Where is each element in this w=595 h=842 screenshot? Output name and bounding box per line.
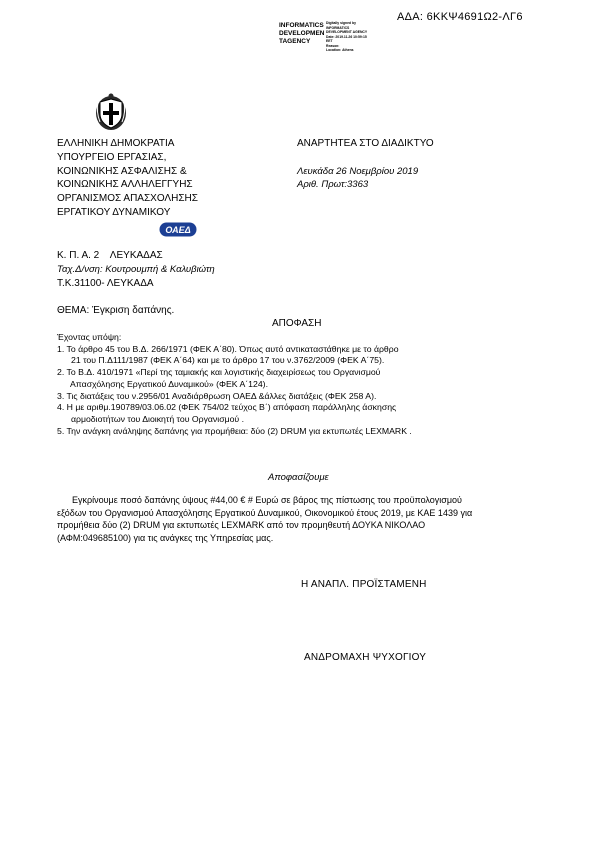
- posting-notice: ΑΝΑΡΤΗΤΕΑ ΣΤΟ ΔΙΑΔΙΚΤΥΟ: [297, 138, 434, 149]
- consideration-line: 3. Τις διατάξεις του ν.2956/01 Αναδιάρθρωση ΟΑΕΔ &άλλες διατάξεις (ΦΕΚ 258 Α).: [57, 390, 377, 401]
- issuer-block: [57, 137, 198, 220]
- consideration-line: 4. Η με αριθμ.190789/03.06.02 (ΦΕΚ 754/02 τεύχος Β΄) απόφαση παράλληλης άσκησης: [57, 402, 397, 413]
- consideration-line: 2. Το Β.Δ. 410/1971 «Περί της ταμιακής και λογιστικής διαχειρίσεως του Οργανισμού: [57, 367, 381, 378]
- decision-body: [57, 494, 539, 544]
- digital-signature-stamp-name: [279, 22, 325, 46]
- stamp-detail-line: DEVELOPMENT AGENCY: [326, 30, 368, 34]
- consideration-line: 1. Το άρθρο 45 του Β.Δ. 266/1971 (ΦΕΚ Α΄80). Όπως αυτό αντικαταστάθηκε με το άρθρο: [57, 343, 399, 354]
- consideration-line: 5. Την ανάγκη ανάληψης δαπάνης για προμήθεια: δύο (2) DRUM για εκτυπωτές LEXMARK .: [57, 425, 412, 436]
- considerations-list: [57, 332, 412, 437]
- signatory-name: ΑΝΔΡΟΜΑΧΗ ΨΥΧΟΓΙΟΥ: [304, 652, 427, 663]
- branch-address: [57, 249, 215, 291]
- stamp-detail-line: INFORMATICS: [326, 25, 350, 30]
- signatory-title: Η ΑΝΑΠΛ. ΠΡΟΪΣΤΑΜΕΝΗ: [301, 579, 427, 590]
- issuer-line: ΚΟΙΝΩΝΙΚΗΣ ΑΣΦΑΛΙΣΗΣ &: [57, 165, 187, 177]
- branch-name: Κ. Π. Α. 2 ΛΕΥΚΑΔΑΣ: [57, 250, 163, 261]
- issuer-line: ΕΡΓΑΤΙΚΟΥ ΔΥΝΑΜΙΚΟΥ: [57, 206, 171, 218]
- stamp-detail-line: Date: 2019.11.26 10:59:15: [326, 34, 367, 39]
- issuer-line: ΕΛΛΗΝΙΚΗ ΔΗΜΟΚΡΑΤΙΑ: [57, 138, 175, 149]
- oaed-logo: [159, 222, 197, 237]
- body-line: προμήθεια δύο (2) DRUM για εκτυπωτές LEXMARK από τον προμηθευτή ΔΟΥΚΑ ΝΙΚΟΛΑΟ: [57, 520, 426, 530]
- stamp-detail-line: EET: [326, 39, 333, 43]
- issuer-line: ΟΡΓΑΝΙΣΜΟΣ ΑΠΑΣΧΟΛΗΣΗΣ: [57, 193, 198, 205]
- consideration-line: αρμοδιοτήτων του Διοικητή του Οργανισμού .: [71, 413, 244, 424]
- decision-heading: ΑΠΟΦΑΣΗ: [272, 318, 322, 329]
- greek-coat-of-arms-icon: [94, 92, 128, 132]
- issuer-line: ΚΟΙΝΩΝΙΚΗΣ ΑΛΛΗΛΕΓΓΥΗΣ: [57, 179, 193, 191]
- protocol-number: Αριθ. Πρωτ:3363: [297, 179, 369, 191]
- consideration-line: Απασχόλησης Εργατικού Δυναμικού» (ΦΕΚ Α΄124).: [70, 378, 268, 389]
- subject-line: ΘΕΜΑ: Έγκριση δαπάνης.: [57, 305, 175, 316]
- stamp-detail-line: Digitally signed by: [326, 21, 356, 25]
- decide-heading: Αποφασίζουμε: [268, 472, 329, 483]
- branch-street: Ταχ.Δ/νση: Κουτρουμπή & Καλυβιώτη: [57, 264, 215, 275]
- document-meta: [297, 137, 434, 192]
- consideration-line: 21 του Π.Δ111/1987 (ΦΕΚ Α΄64) και με το άρθρο 17 του ν.3762/2009 (ΦΕΚ Α΄75).: [71, 355, 385, 366]
- branch-postcode: Τ.Κ.31100- ΛΕΥΚΑΔΑ: [57, 278, 154, 289]
- document-date: Λευκάδα 26 Νοεμβρίου 2019: [297, 165, 419, 177]
- stamp-line: INFORMATICS: [279, 22, 324, 29]
- stamp-line: DEVELOPMEN: [279, 30, 325, 37]
- body-line: εξόδων του Οργανισμού Απασχόλησης Εργατικού Δυναμικού, Οικονομικού έτους 2019, με ΚΑΕ 1439 για: [57, 507, 473, 518]
- logo-text: ΟΑΕΔ: [165, 225, 191, 235]
- stamp-line: TAGENCY: [279, 38, 311, 45]
- ada-code: ΑΔΑ: 6ΚΚΨ4691Ω2-ΛΓ6: [397, 11, 523, 23]
- body-line: (ΑΦΜ:049685100) για τις ανάγκες της Υπηρεσίας μας.: [57, 532, 274, 543]
- stamp-detail-line: Location: Athens: [326, 48, 354, 52]
- stamp-detail-line: Reason:: [326, 43, 340, 48]
- issuer-line: ΥΠΟΥΡΓΕΙΟ ΕΡΓΑΣΙΑΣ,: [57, 151, 167, 163]
- digital-signature-stamp-details: [326, 21, 367, 53]
- body-line: Εγκρίνουμε ποσό δαπάνης ύψους #44,00 € # Ευρώ σε βάρος της πίστωσης του προϋπολογισμού: [72, 495, 462, 505]
- considerations-intro: Έχοντας υπόψη:: [57, 332, 122, 342]
